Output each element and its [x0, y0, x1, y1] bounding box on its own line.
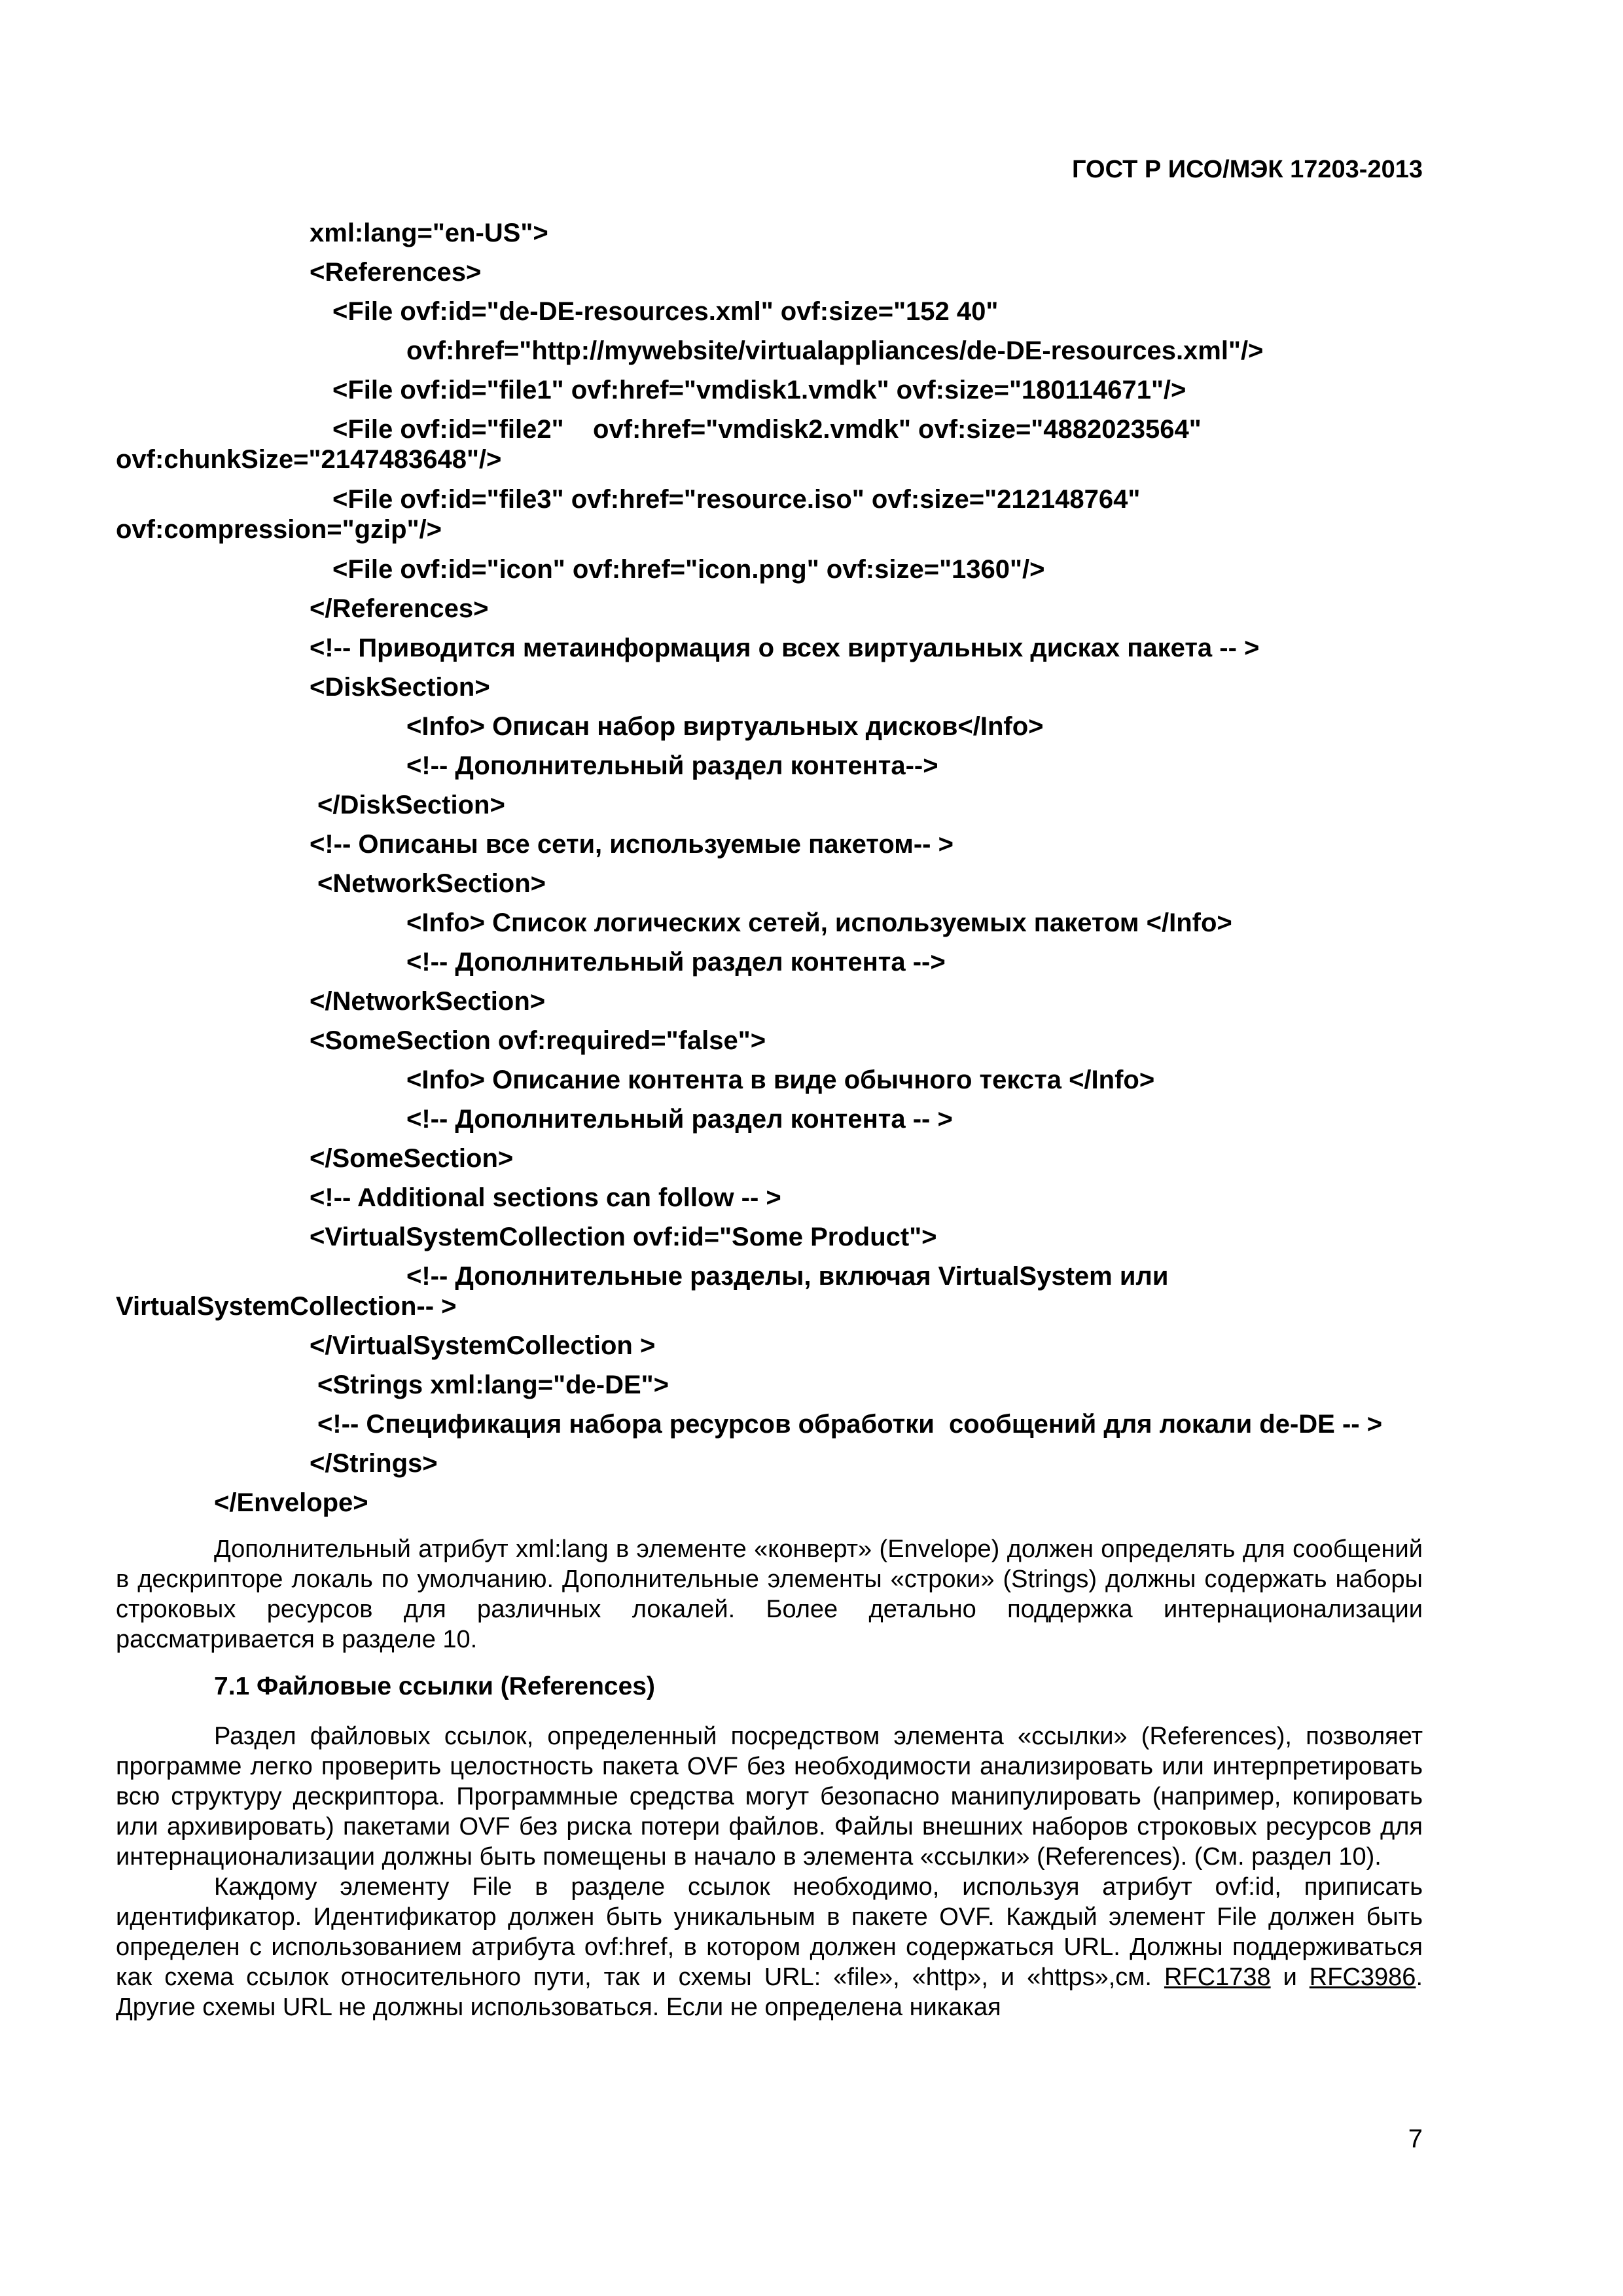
paragraph-file-ids	[116, 1872, 1423, 2022]
code-line: <SomeSection ovf:required="false">	[310, 1026, 766, 1055]
paragraph-text: Дополнительный атрибут xml:lang в элементе «конверт» (Envelope) должен определять для сообщений в дескрипторе локаль по умолчанию. Дополнительные элементы «строки» (Strings) должны содержать наборы строковых ресурсов для различных локалей. Более детально поддержка интернационализации рассматривается в разделе 10.	[116, 1535, 1423, 1653]
paragraph-references	[116, 1721, 1423, 2022]
code-line: <Strings xml:lang="de-DE">	[317, 1371, 669, 1399]
rfc3986-link[interactable]: RFC3986	[1309, 1964, 1416, 1991]
code-line: <!-- Additional sections can follow -- >	[310, 1183, 781, 1212]
code-line: <!-- Приводится метаинформация о всех виртуальных дисках пакета -- >	[310, 634, 1260, 662]
code-line: xml:lang="en-US">	[310, 219, 548, 247]
code-line: <!-- Дополнительные разделы, включая VirtualSystem или	[406, 1262, 1169, 1291]
code-line: </DiskSection>	[317, 791, 505, 819]
code-line: <File ovf:id="file1" ovf:href="vmdisk1.vmdk" ovf:size="180114671"/>	[332, 376, 1186, 404]
paragraph-text: Каждому элементу File в разделе ссылок необходимо, используя атрибут ovf:id, приписать идентификатор. Идентификатор должен быть уникальным в пакете OVF. Каждый элемент File должен быть определен с использованием атрибута ovf:href, в котором должен содержаться URL. Должны поддерживаться как схема ссылок относительного пути, так и схемы URL: «file», «http», и «https»,см.	[116, 1873, 1423, 1991]
code-line: ovf:chunkSize="2147483648"/>	[116, 445, 502, 474]
code-line: <References>	[310, 258, 482, 287]
rfc1738-link[interactable]: RFC1738	[1164, 1964, 1271, 1991]
code-line: <File ovf:id="file3" ovf:href="resource.iso" ovf:size="212148764"	[332, 485, 1141, 514]
section-heading: 7.1 Файловые ссылки (References)	[214, 1672, 655, 1700]
code-line: <File ovf:id="de-DE-resources.xml" ovf:size="152 40"	[332, 297, 999, 326]
code-line: <Info> Описан набор виртуальных дисков</Info>	[406, 712, 1044, 741]
code-line: <VirtualSystemCollection ovf:id="Some Product">	[310, 1223, 937, 1251]
paragraph-text: Раздел файловых ссылок, определенный посредством элемента «ссылки» (References), позволяет программе легко проверить целостность пакета OVF без необходимости анализировать или интерпретировать всю структуру дескриптора. Программные средства могут безопасно манипулировать (например, копировать или архивировать) пакетами OVF без риска потери файлов. Файлы внешних наборов строковых ресурсов для интернационализации должны быть помещены в начало в элемента «ссылки» (References). (См. раздел 10).	[116, 1723, 1423, 1871]
code-line: <!-- Дополнительный раздел контента-->	[406, 751, 938, 780]
code-line: <File ovf:id="icon" ovf:href="icon.png" ovf:size="1360"/>	[332, 555, 1045, 584]
code-line: </Envelope>	[214, 1488, 368, 1517]
code-line: <!-- Спецификация набора ресурсов обработки сообщений для локали de-DE -- >	[317, 1410, 1383, 1439]
code-line: <NetworkSection>	[317, 869, 546, 898]
code-line: </NetworkSection>	[310, 987, 546, 1016]
code-line: <!-- Дополнительный раздел контента -->	[406, 948, 946, 977]
code-line: <Info> Описание контента в виде обычного текста </Info>	[406, 1066, 1155, 1094]
code-line: ovf:compression="gzip"/>	[116, 515, 442, 544]
code-line: VirtualSystemCollection-- >	[116, 1292, 457, 1321]
code-line: <!-- Описаны все сети, используемые пакетом-- >	[310, 830, 954, 859]
paragraph-text: . Другие схемы URL не должны использоваться. Если не определена никакая	[116, 1964, 1423, 2021]
code-line: </SomeSection>	[310, 1144, 514, 1173]
code-line: <DiskSection>	[310, 673, 490, 702]
document-header: ГОСТ Р ИСО/МЭК 17203-2013	[1072, 156, 1423, 183]
code-line: <File ovf:id="file2" ovf:href="vmdisk2.vmdk" ovf:size="4882023564"	[332, 415, 1202, 444]
code-line: <!-- Дополнительный раздел контента -- >	[406, 1105, 953, 1134]
paragraph-envelope	[116, 1534, 1423, 1655]
conjunction: и	[1283, 1964, 1297, 1991]
code-line: ovf:href="http://mywebsite/virtualappliances/de-DE-resources.xml"/>	[406, 336, 1264, 365]
code-line: </References>	[310, 594, 489, 623]
code-line: </VirtualSystemCollection >	[310, 1331, 656, 1360]
code-line: </Strings>	[310, 1449, 438, 1478]
code-line: <Info> Список логических сетей, используемых пакетом </Info>	[406, 908, 1232, 937]
page-number: 7	[1408, 2125, 1423, 2153]
